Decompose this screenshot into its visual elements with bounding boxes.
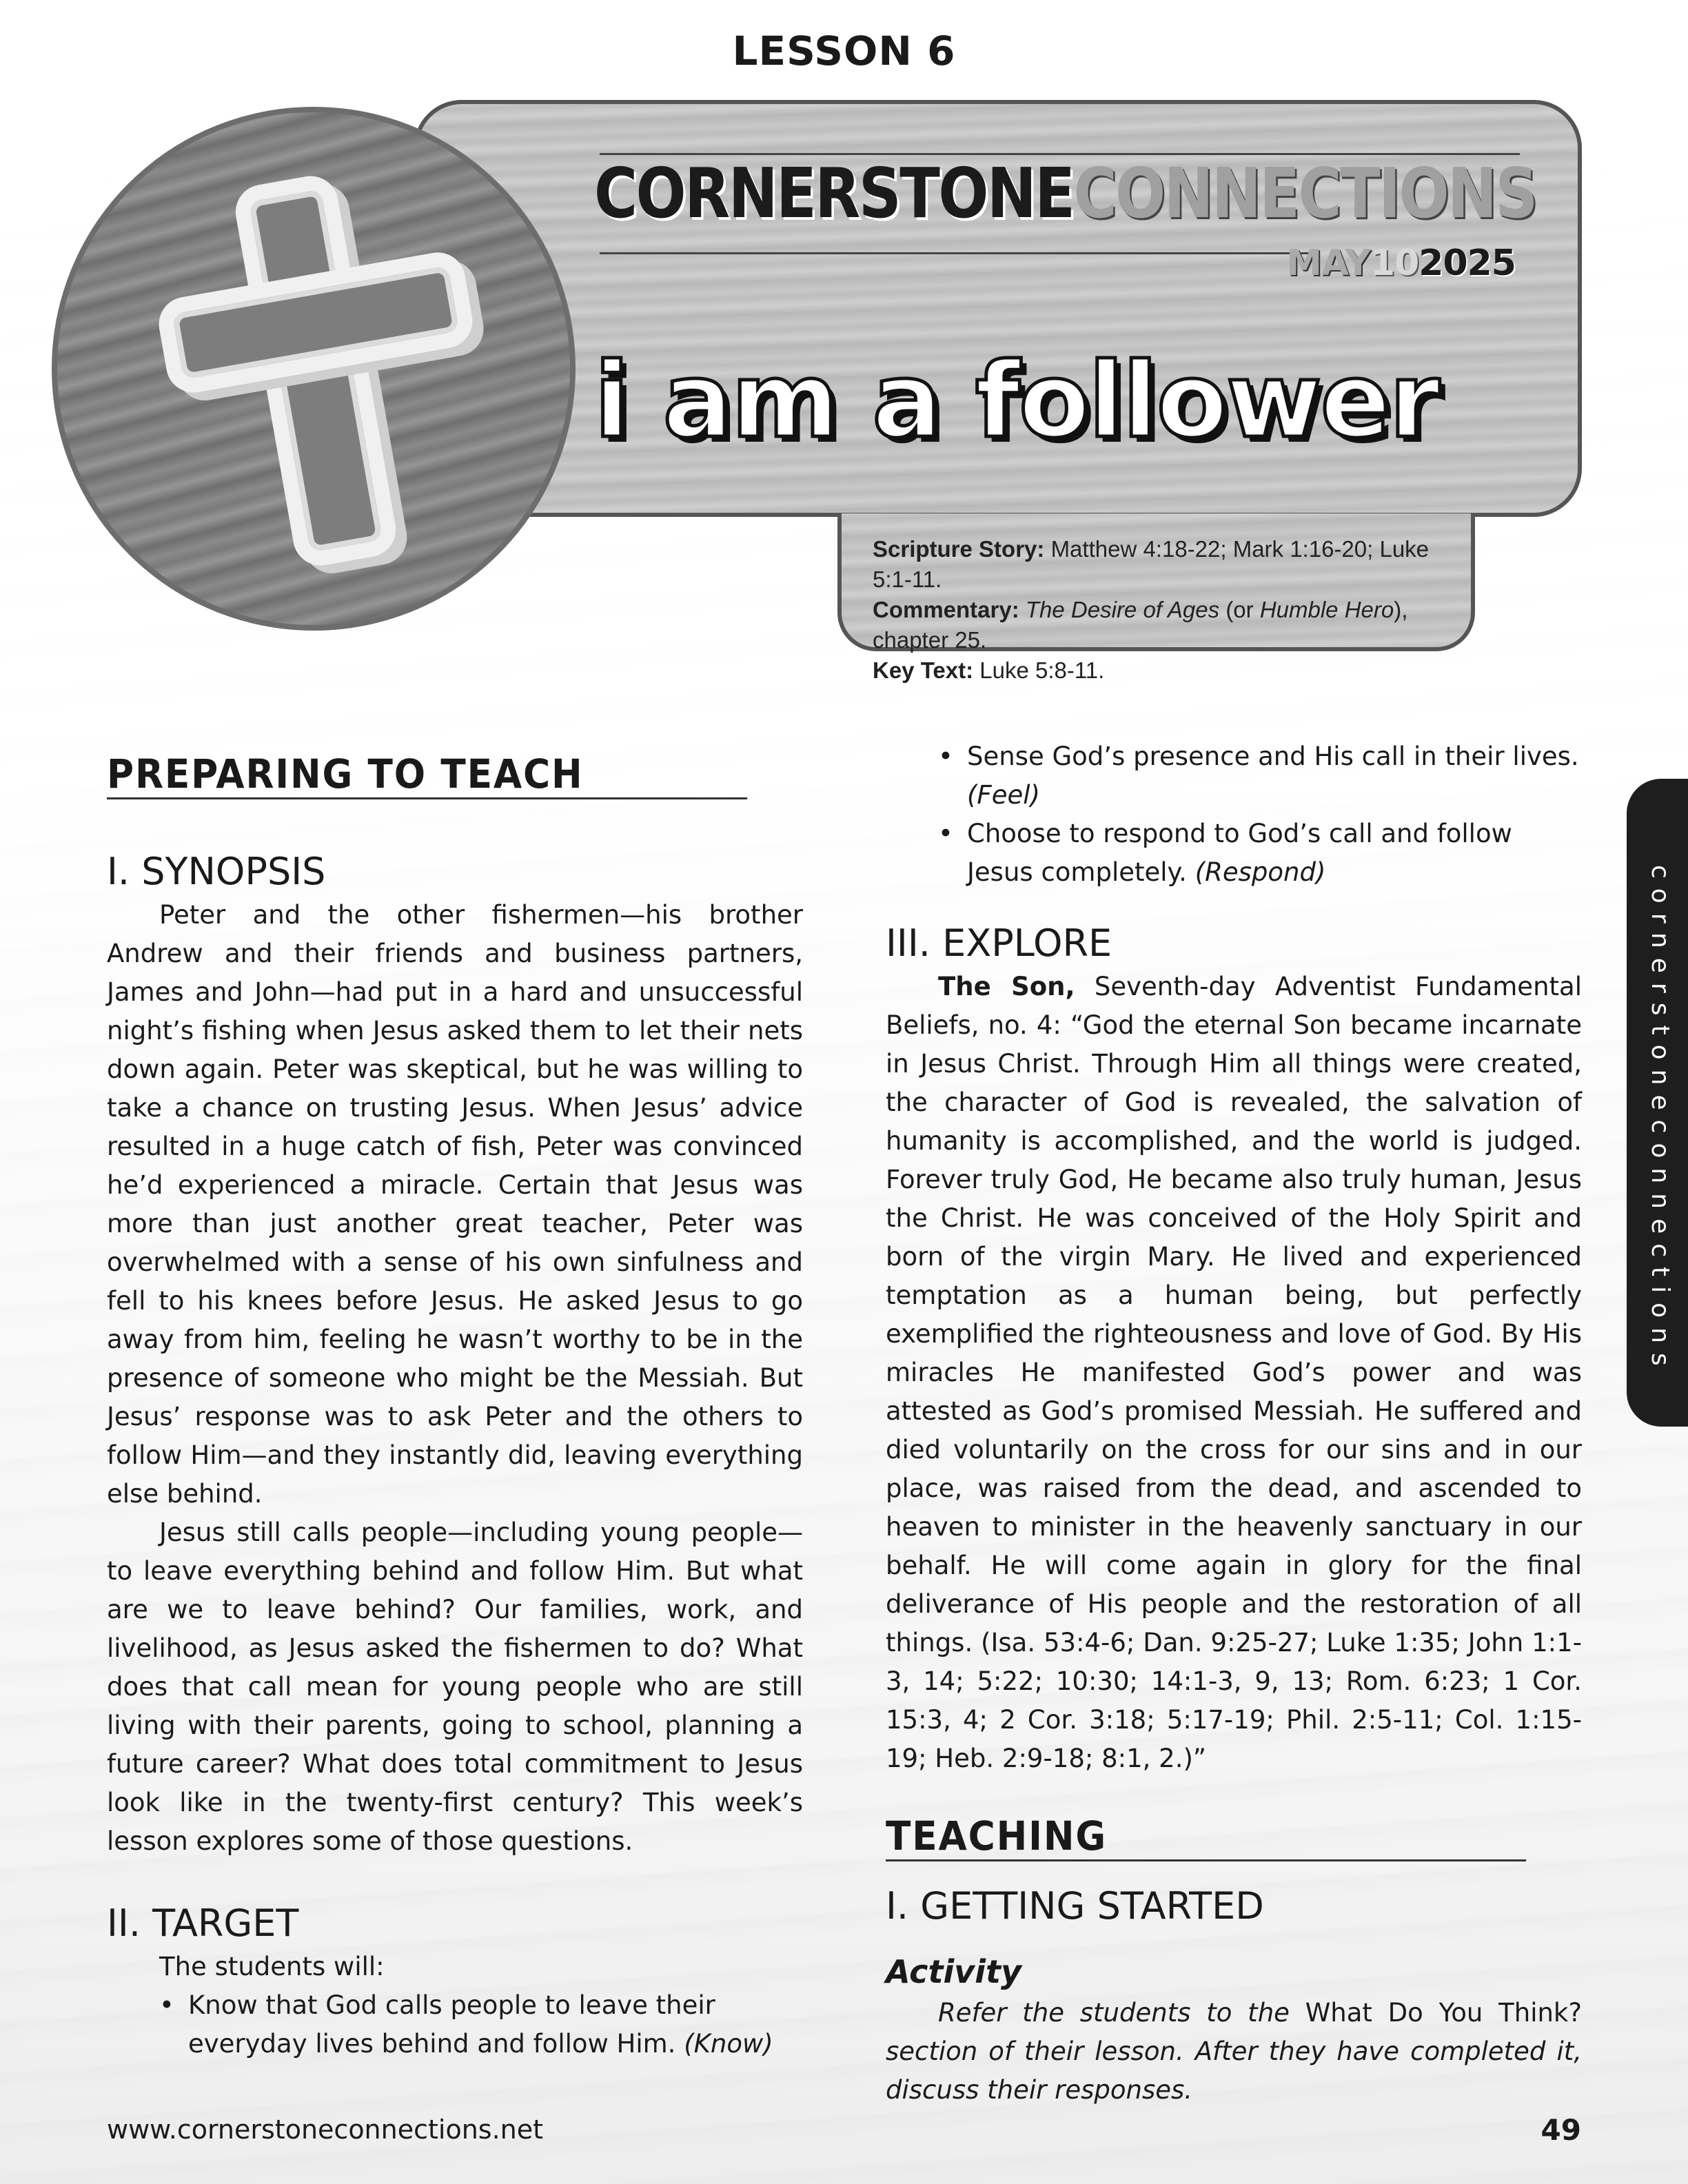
target-item-respond: • Choose to respond to God’s call and follow Jesus completely. (Respond): [938, 815, 1582, 892]
synopsis-title: I. SYNOPSIS: [107, 850, 326, 893]
explore-title: III. EXPLORE: [886, 921, 1112, 965]
target-list: [107, 1986, 803, 2063]
preparing-heading: PREPARING TO TEACH: [107, 755, 747, 799]
activity-paragraph: Refer the students to the What Do You Think? section of their lesson. After they have completed it, discuss their responses.: [886, 1998, 1582, 2105]
lesson-label: LESSON 6: [732, 28, 956, 74]
scripture-info: [873, 534, 1457, 686]
getting-started-title: I. GETTING STARTED: [886, 1884, 1264, 1928]
synopsis-paragraph-2: Jesus still calls people—including young people—to leave everything behind and follow Him. But what are we to leave behind? Our families, work, and livelihood, as Jesus asked the fishermen to do? What does that call mean for young people who are still living with their parents, going to school, planning a future career? What does total commitment to Jesus look like in the twenty-first century? This week’s lesson explores some of those questions.: [107, 1518, 803, 1856]
scripture-story-line: Scripture Story: Matthew 4:18-22; Mark 1:16-20; Luke 5:1-11.: [873, 536, 1430, 592]
lesson-date: MAY102025: [1286, 243, 1516, 284]
left-column: [107, 751, 803, 2063]
key-text-line: Key Text: Luke 5:8-11.: [873, 657, 1105, 683]
commentary-line: Commentary: The Desire of Ages (or Humble Hero), chapter 25.: [873, 597, 1408, 653]
target-item-know: • Know that God calls people to leave their everyday lives behind and follow Him. (Know): [159, 1986, 803, 2063]
activity-label: Activity: [886, 1953, 1021, 1990]
brand-bottom-rule: [600, 252, 1316, 254]
side-tab-label: cornerstoneconnections: [1646, 865, 1674, 1376]
target-list-continued: [886, 737, 1582, 892]
target-intro: The students will:: [159, 1952, 385, 1981]
right-column: [886, 737, 1582, 2110]
target-item-feel: • Sense God’s presence and His call in their lives. (Feel): [938, 737, 1582, 815]
lesson-title: i am a follower: [594, 341, 1439, 461]
footer-url: www.cornerstoneconnections.net: [107, 2114, 544, 2145]
scripture-box: [837, 513, 1475, 683]
page-number: 49: [1540, 2113, 1581, 2147]
cross-image: [52, 107, 576, 631]
target-title: II. TARGET: [107, 1901, 299, 1945]
explore-paragraph: The Son, Seventh-day Adventist Fundamental Beliefs, no. 4: “God the eternal Son became incarnate in Jesus Christ. Through Him all things were created, the character of God is revealed, the salvation of humanity is accomplished, and the world is judged. Forever truly God, He became also truly human, Jesus the Christ. He was conceived of the Holy Spirit and born of the virgin Mary. He lived and experienced temptation as a human being, but perfectly exemplified the righteousness and love of God. By His miracles He manifested God’s power and was attested as God’s promised Messiah. He suffered and died voluntarily on the cross for our sins and in our place, was raised from the dead, and ascended to heaven to minister in the heavenly sanctuary in our behalf. He will come again in glory for the final deliverance of His people and the restoration of all things. (Isa. 53:4-6; Dan. 9:25-27; Luke 1:35; John 1:1-3, 14; 5:22; 10:30; 14:1-3, 9, 13; Rom. 6:23; 1 Cor. 15:3, 4; 2 Cor. 3:18; 5:17-19; Phil. 2:5-11; Col. 1:15-19; Heb. 2:9-18; 8:1, 2.)”: [886, 972, 1582, 1773]
brand-logo: CORNERSTONECONNECTIONS: [594, 153, 1536, 234]
synopsis-paragraph-1: Peter and the other fishermen—his brother Andrew and their friends and business partners, James and John—had put in a hard and unsuccessful night’s fishing when Jesus asked them to let their nets down again. Peter was skeptical, but he was willing to take a chance on trusting Jesus. When Jesus’ advice resulted in a huge catch of fish, Peter was convinced he’d experienced a miracle. Certain that Jesus was more than just another great teacher, Peter was overwhelmed with a sense of his own sinfulness and fell to his knees before Jesus. He asked Jesus to go away from him, feeling he wasn’t worthy to be in the presence of someone who might be the Messiah. But Jesus’ response was to ask Peter and the others to follow Him—and they instantly did, leaving everything else behind.: [107, 900, 803, 1509]
teaching-heading: TEACHING: [886, 1817, 1526, 1861]
